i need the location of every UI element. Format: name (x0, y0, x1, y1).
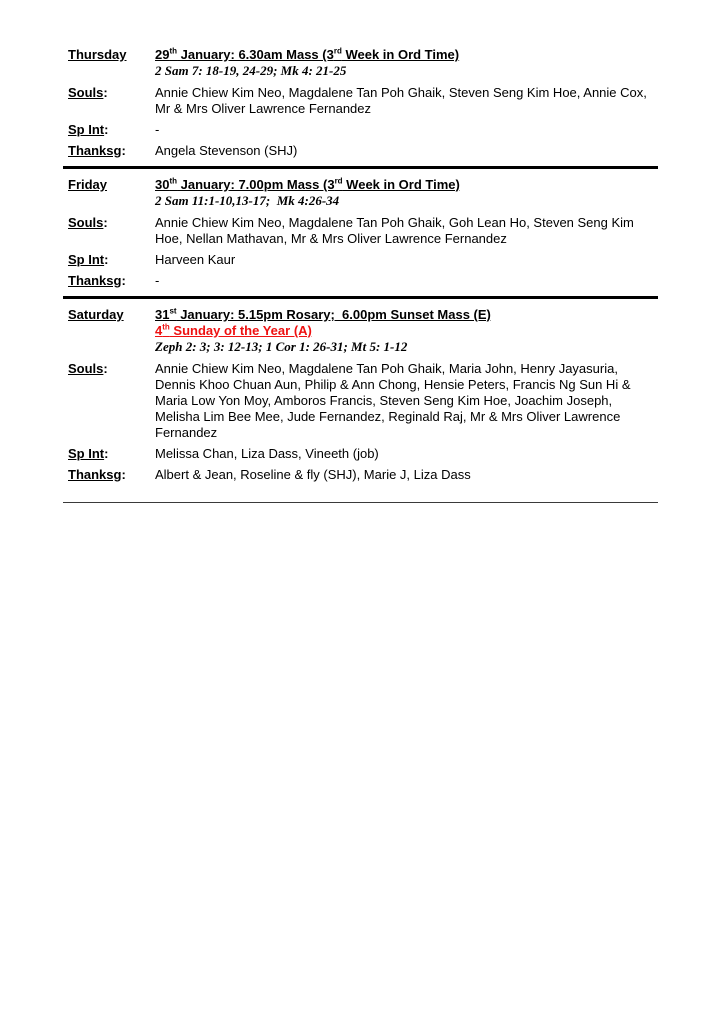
label-colon: : (121, 467, 126, 482)
thanksgiving-label: Thanksg (68, 143, 122, 158)
special-intentions-label-cell (63, 252, 155, 268)
label-colon: : (104, 252, 109, 267)
thanksgiving-label-cell (63, 143, 155, 159)
thanksgiving-value: Albert & Jean, Roseline & fly (SHJ), Marie J, Liza Dass (155, 467, 471, 482)
day-label: Thursday (68, 47, 127, 62)
special-intentions-row (63, 252, 658, 268)
label-colon: : (121, 273, 126, 288)
label-colon: : (104, 446, 109, 461)
section-header-row (63, 47, 658, 79)
special-intentions-value: Harveen Kaur (155, 252, 236, 267)
special-intentions-value: Melissa Chan, Liza Dass, Vineeth (job) (155, 446, 379, 461)
thanksgiving-value: - (155, 273, 160, 288)
special-intentions-row (63, 122, 658, 138)
day-label-cell (63, 47, 155, 63)
label-colon: : (121, 143, 126, 158)
thanksgiving-label-cell (63, 273, 155, 289)
souls-row (63, 361, 658, 441)
thanksgiving-label: Thanksg (68, 467, 122, 482)
souls-label: Souls (68, 85, 104, 100)
day-label: Saturday (68, 307, 124, 322)
thanksgiving-value: Angela Stevenson (SHJ) (155, 143, 298, 158)
souls-value: Annie Chiew Kim Neo, Magdalene Tan Poh Ghaik, Goh Lean Ho, Steven Seng Kim Hoe, Nellan Mathavan, Mr & Mrs Oliver Lawrence Fernandez (155, 215, 634, 246)
thanksgiving-row (63, 467, 658, 483)
mass-schedule-section-friday (63, 177, 658, 289)
section-header-row (63, 177, 658, 209)
thanksgiving-label-cell (63, 467, 155, 483)
special-intentions-row (63, 446, 658, 462)
section-header-content (155, 307, 658, 355)
day-label-cell (63, 307, 155, 323)
document-page (63, 47, 658, 503)
scripture-reading: 2 Sam 11:1-10,13-17; Mk 4:26-34 (155, 193, 340, 208)
label-colon: : (103, 215, 108, 230)
day-label-cell (63, 177, 155, 193)
special-intentions-label: Sp Int (68, 446, 105, 461)
souls-label-cell (63, 215, 155, 231)
special-intentions-value: - (155, 122, 160, 137)
scripture-reading: Zeph 2: 3; 3: 12-13; 1 Cor 1: 26-31; Mt 5: 1-12 (155, 339, 408, 354)
mass-schedule-section-thursday (63, 47, 658, 159)
thanksgiving-row (63, 273, 658, 289)
mass-header: 29th January: 6.30am Mass (3rd Week in Ord Time) (155, 46, 460, 62)
mass-header: 31st January: 5.15pm Rosary; 6.00pm Sunset Mass (E) (155, 306, 491, 322)
souls-row (63, 215, 658, 247)
mass-header: 30th January: 7.00pm Mass (3rd Week in Ord Time) (155, 176, 460, 192)
special-intentions-label: Sp Int (68, 252, 105, 267)
label-colon: : (103, 85, 108, 100)
section-divider (63, 166, 658, 169)
thanksgiving-label: Thanksg (68, 273, 122, 288)
souls-value: Annie Chiew Kim Neo, Magdalene Tan Poh Ghaik, Maria John, Henry Jayasuria, Dennis Khoo Chuan Aun, Philip & Ann Chong, Hensie Peters, Francis Ng Sun Hi & Maria Low Yon Moy, Amboros Francis, Steven Seng Kim Hoe, Joachim Joseph, Melisha Lim Bee Mee, Jude Fernandez, Reginald Raj, Mr & Mrs Oliver Lawrence Fernandez (155, 361, 631, 440)
souls-label: Souls (68, 215, 104, 230)
label-colon: : (104, 122, 109, 137)
souls-label: Souls (68, 361, 104, 376)
mass-schedule-section-saturday (63, 307, 658, 483)
section-header-content (155, 47, 658, 79)
thanksgiving-row (63, 143, 658, 159)
special-intentions-label-cell (63, 122, 155, 138)
souls-label-cell (63, 85, 155, 101)
souls-value: Annie Chiew Kim Neo, Magdalene Tan Poh Ghaik, Steven Seng Kim Hoe, Annie Cox, Mr & Mrs Oliver Lawrence Fernandez (155, 85, 647, 116)
sunday-title: 4th Sunday of the Year (A) (155, 322, 312, 338)
souls-row (63, 85, 658, 117)
section-header-content (155, 177, 658, 209)
page-bottom-rule (63, 502, 658, 503)
section-header-row (63, 307, 658, 355)
special-intentions-label: Sp Int (68, 122, 105, 137)
scripture-reading: 2 Sam 7: 18-19, 24-29; Mk 4: 21-25 (155, 63, 347, 78)
special-intentions-label-cell (63, 446, 155, 462)
day-label: Friday (68, 177, 108, 192)
souls-label-cell (63, 361, 155, 377)
label-colon: : (103, 361, 108, 376)
section-divider (63, 296, 658, 299)
